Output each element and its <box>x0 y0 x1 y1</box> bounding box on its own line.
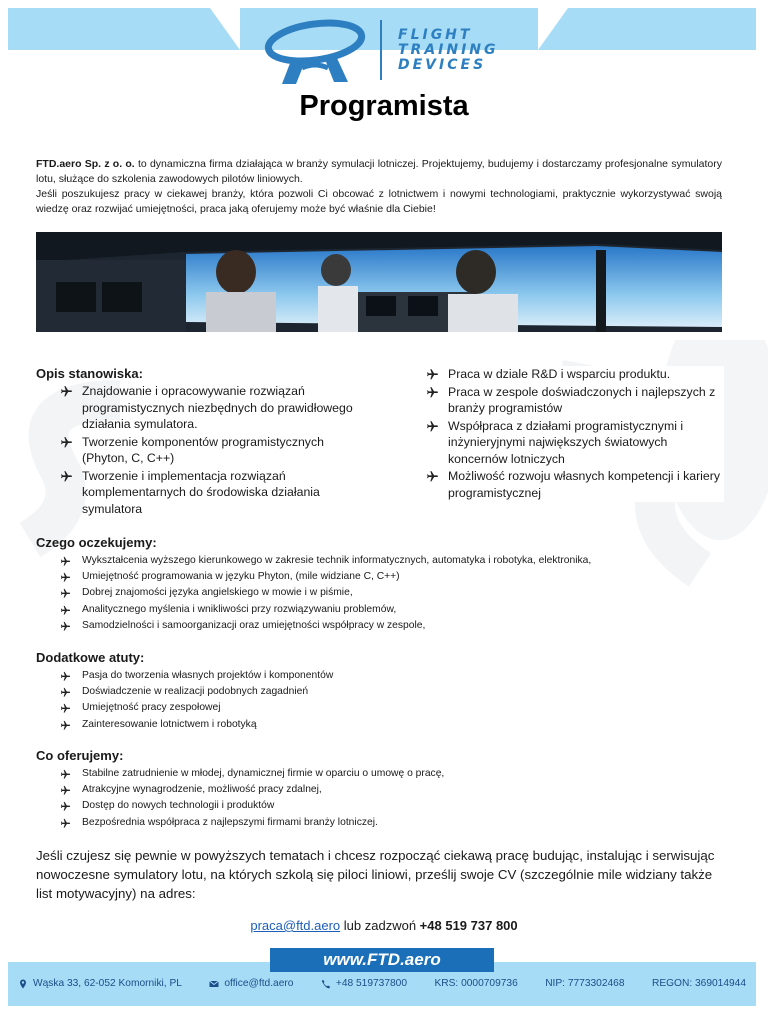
list-item <box>36 553 726 569</box>
envelope-icon <box>209 979 219 989</box>
phone-icon <box>321 979 331 989</box>
offer-section <box>36 748 726 831</box>
footer-krs: KRS: 0000709736 <box>434 978 518 989</box>
list-item <box>36 782 726 798</box>
list-item <box>36 618 726 634</box>
airplane-icon <box>60 785 71 796</box>
airplane-icon <box>426 420 439 433</box>
list-item <box>36 383 356 433</box>
header-band-cut <box>210 8 240 50</box>
header-band-cut <box>538 8 568 50</box>
list-item <box>424 468 724 501</box>
footer-nip: NIP: 7773302468 <box>545 978 625 989</box>
duties-list <box>36 383 356 517</box>
list-item-text: Umiejętność programowania w języku Phyton, (mile widziane C, C++) <box>82 571 400 583</box>
footer-phone: +48 519737800 <box>321 978 407 989</box>
airplane-icon <box>60 687 71 698</box>
airplane-icon <box>60 385 73 398</box>
list-item <box>36 766 726 782</box>
list-item-text: Wykształcenia wyższego kierunkowego w zakresie technik informatycznych, automatyka i robotyka, elektronika, <box>82 555 592 566</box>
list-item-text: Praca w zespole doświadczonych i najlepszych z branży programistów <box>448 384 716 415</box>
airplane-icon <box>60 605 71 616</box>
footer-address: Wąska 33, 62-052 Komorniki, PL <box>18 978 182 989</box>
intro-paragraph-1: to dynamiczna firma działająca w branży symulacji lotniczej. Projektujemy, budujemy i dostarczamy profesjonalne symulatory lotu, służące do szkolenia zawodowych pilotów liniowych. <box>36 158 722 185</box>
list-item-text: Tworzenie i implementacja rozwiązań komplementarnych do środowiska działania symulatora <box>82 468 320 516</box>
list-item-text: Doświadczenie w realizacji podobnych zagadnień <box>82 686 309 698</box>
list-item-text: Współpraca z działami programistycznymi i inżynieryjnymi największych światowych koncernów lotniczych <box>448 418 684 466</box>
airplane-icon <box>60 720 71 731</box>
list-item <box>36 684 726 700</box>
list-item-text: Umiejętność pracy zespołowej <box>82 702 221 714</box>
list-item-text: Stabilne zatrudnienie w młodej, dynamicznej firmie w oparciu o umowę o pracę, <box>82 768 445 779</box>
airplane-icon <box>60 769 71 780</box>
logo-line: FLIGHT <box>398 27 473 43</box>
extras-section <box>36 650 726 733</box>
list-item-text: Dostęp do nowych technologii i produktów <box>82 800 275 812</box>
list-item <box>36 668 726 684</box>
airplane-icon <box>60 801 71 812</box>
list-item-text: Atrakcyjne wynagrodzenie, możliwość pracy zdalnej, <box>82 784 322 796</box>
list-item <box>424 384 724 417</box>
list-item <box>36 468 356 518</box>
intro-text <box>36 157 722 217</box>
airplane-icon <box>60 572 71 583</box>
list-item-text: Dobrej znajomości języka angielskiego w mowie i w piśmie, <box>82 587 353 599</box>
benefits-list <box>424 366 724 501</box>
logo-line: TRAINING <box>398 42 499 58</box>
website-banner[interactable]: www.FTD.aero <box>270 948 494 972</box>
list-item-text: Tworzenie komponentów programistycznych (Phyton, C, C++) <box>82 434 324 465</box>
airplane-icon <box>60 470 73 483</box>
extras-list <box>36 668 726 733</box>
list-item <box>36 569 726 585</box>
list-item <box>424 366 724 383</box>
footer-regon: REGON: 369014944 <box>651 978 746 989</box>
section-heading: Opis stanowiska: <box>36 366 143 381</box>
logo-line: DEVICES <box>398 57 487 73</box>
job-description-left <box>36 366 356 518</box>
footer-info <box>8 978 756 989</box>
contact-connector: lub zadzwoń <box>340 918 420 933</box>
requirements-list <box>36 553 726 634</box>
airplane-icon <box>426 368 439 381</box>
airplane-icon <box>60 436 73 449</box>
intro-paragraph-2: Jeśli poszukujesz pracy w ciekawej branży, która pozwoli Ci obcować z lotnictwem i nowymi technologiami, praktycznie wykorzystywać swoją wiedzę oraz rozwijać umiejętności, praca jaką oferujemy może być właśnie dla Ciebie! <box>36 188 722 215</box>
ftd-logo-icon <box>262 18 368 88</box>
section-heading: Co oferujemy: <box>36 748 124 763</box>
location-pin-icon <box>18 979 28 989</box>
airplane-icon <box>60 556 71 567</box>
offer-list <box>36 766 726 831</box>
list-item-text: Samodzielności i samoorganizacji oraz umiejętności współpracy w zespole, <box>82 619 426 631</box>
closing-paragraph <box>36 846 726 903</box>
list-item <box>36 700 726 716</box>
list-item <box>36 434 356 467</box>
closing-text: Jeśli czujesz się pewnie w powyższych tematach i chcesz rozpocząć ciekawą pracę budując, instalując i serwisując nowoczesne symulatory lotu, na których szkolą się piloci liniowi, prześlij swoje CV (szczególnie mile widziany także list motywacyjny) na adres: <box>36 848 715 901</box>
airplane-icon <box>426 386 439 399</box>
header-band <box>8 8 756 50</box>
section-heading: Czego oczekujemy: <box>36 535 157 550</box>
requirements-section <box>36 535 726 634</box>
list-item-text: Pasja do tworzenia własnych projektów i komponentów <box>82 670 334 681</box>
list-item <box>36 585 726 601</box>
list-item-text: Znajdowanie i opracowywanie rozwiązań programistycznych niezbędnych do prawidłowego działania symulatora. <box>82 384 353 431</box>
airplane-icon <box>60 671 71 682</box>
cockpit-photo <box>36 232 722 332</box>
page-title: Programista <box>299 90 469 122</box>
list-item <box>424 418 724 468</box>
list-item-text: Zainteresowanie lotnictwem i robotyką <box>82 718 257 730</box>
list-item-text: Praca w dziale R&D i wsparciu produktu. <box>448 367 671 381</box>
email-link[interactable]: praca@ftd.aero <box>250 918 341 933</box>
footer-email: office@ftd.aero <box>209 978 293 989</box>
logo-wordmark <box>398 28 499 73</box>
contact-line <box>0 918 768 933</box>
airplane-icon <box>60 703 71 714</box>
list-item-text: Możliwość rozwoju własnych kompetencji i kariery programistycznej <box>448 469 720 500</box>
list-item <box>36 717 726 733</box>
list-item-text: Bezpośrednia współpraca z najlepszymi firmami branży lotniczej. <box>82 816 378 828</box>
list-item <box>36 602 726 618</box>
list-item <box>36 798 726 814</box>
airplane-icon <box>60 818 71 829</box>
airplane-icon <box>426 470 439 483</box>
company-name: FTD.aero Sp. z o. o. <box>36 158 135 170</box>
airplane-icon <box>60 588 71 599</box>
phone-number: +48 519 737 800 <box>419 918 518 933</box>
section-heading: Dodatkowe atuty: <box>36 650 145 665</box>
logo-separator <box>380 20 382 80</box>
list-item <box>36 815 726 831</box>
airplane-icon <box>60 621 71 632</box>
list-item-text: Analitycznego myślenia i wnikliwości przy rozwiązywaniu problemów, <box>82 603 397 615</box>
job-description-right <box>424 366 724 502</box>
